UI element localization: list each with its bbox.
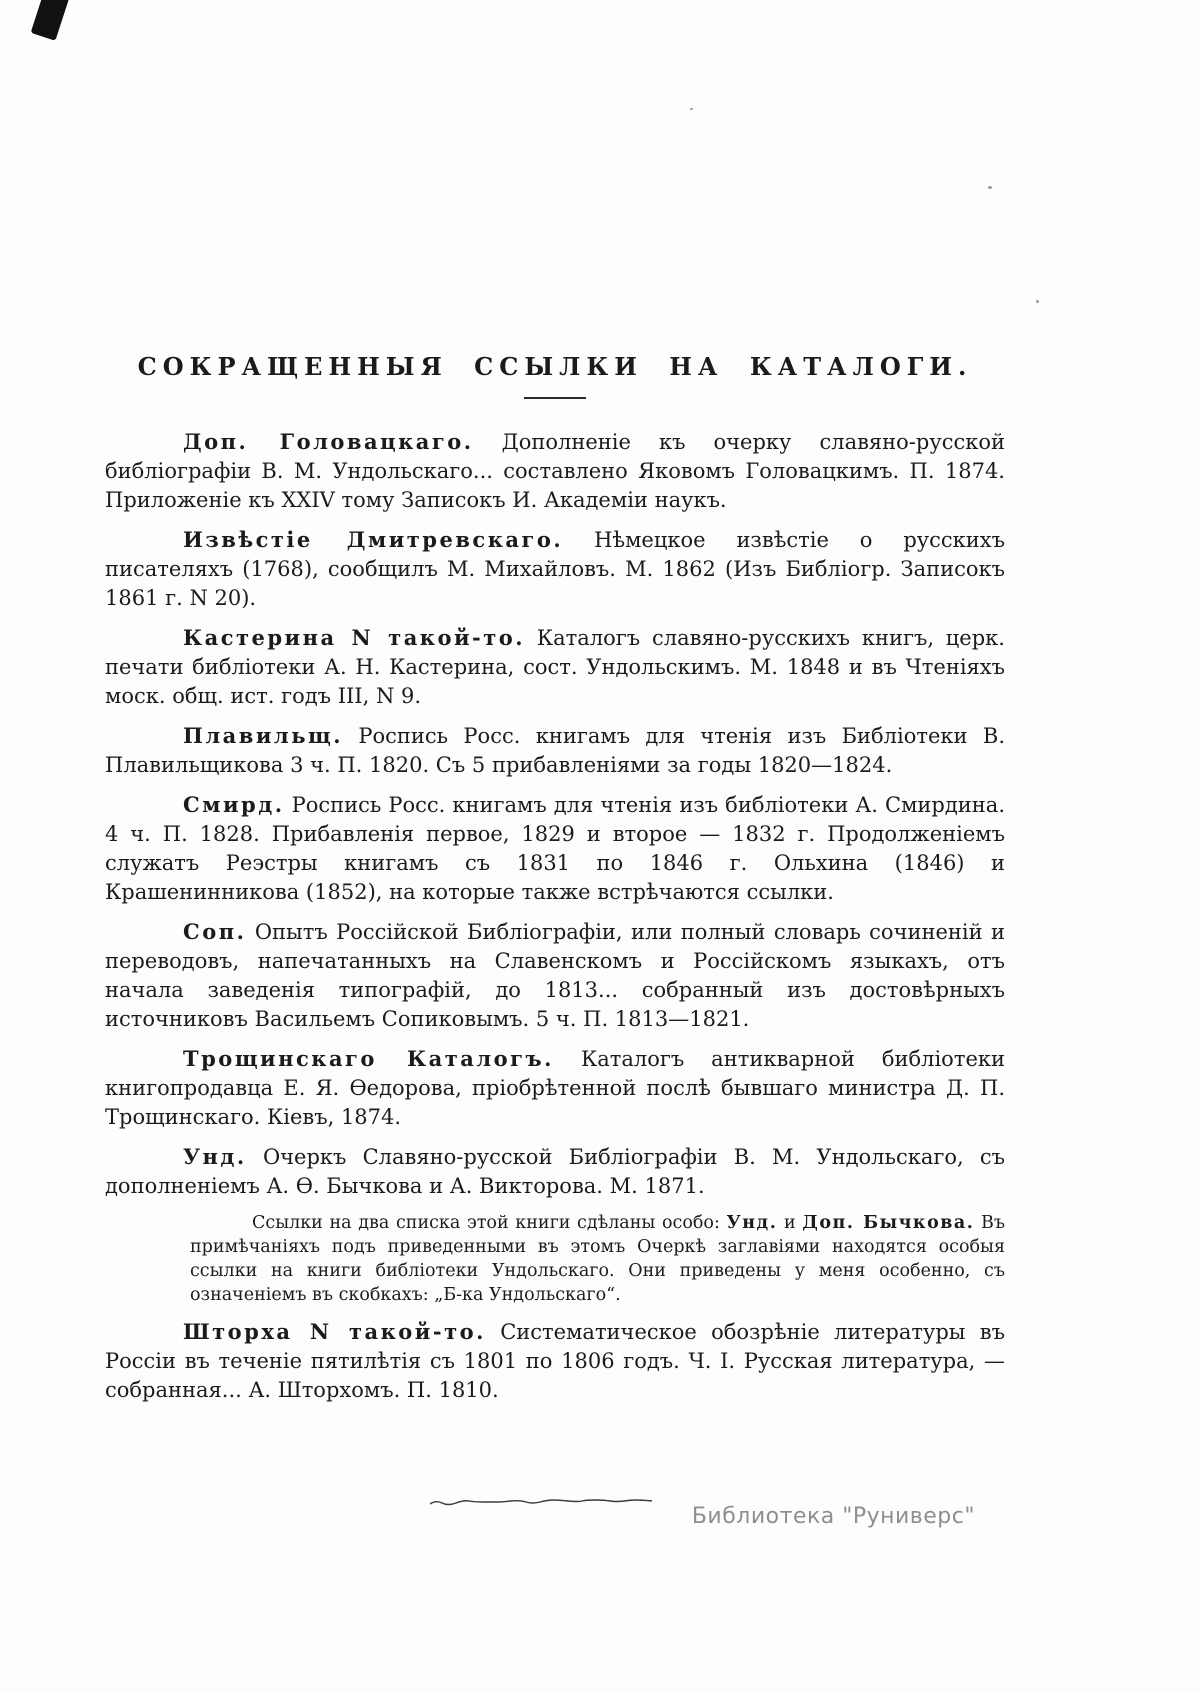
entry-term: Плавильщ. [183,723,344,748]
entry-text: Роспись Росс. книгамъ для чтенія изъ библіотеки А. Смирдина. 4 ч. П. 1828. Прибавленія первое, 1829 и второе — 1832 г. Продолженіемъ служатъ Реэстры книгамъ съ 1831 по 1846 г. Ольхина (1846) и Крашенинникова (1852), на которые также встрѣчаются ссылки. [105,793,1005,904]
entry-paragraph-plavilsch [105,721,1005,780]
entry-paragraph-dop-golovackago [105,427,1005,515]
entry-term: Шторха N такой-то. [183,1319,486,1344]
scan-speck [988,186,992,189]
scan-speck [1036,300,1039,303]
entry-text: Нѣмецкое извѣстіе о русскихъ писателяхъ (1768), сообщилъ М. Михайловъ. М. 1862 (Изъ Библіогр. Записокъ 1861 г. N 20). [105,528,1006,610]
entry-text: Дополненіе къ очерку славяно-русской библіографіи В. М. Ундольскаго... составлено Яковомъ Головацкимъ. П. 1874. Приложеніе къ XXIV тому Записокъ И. Академіи наукъ. [105,430,1005,512]
entry-term: Соп. [183,919,247,944]
text-block [105,352,1005,1512]
entry-text: Каталогъ славяно-русскихъ книгъ, церк. печати библіотеки А. Н. Кастерина, сост. Ундольскимъ. М. 1848 и въ Чтеніяхъ моск. общ. ист. годъ III, N 9. [105,626,1005,708]
separator-squiggle [430,1493,660,1512]
entry-text: Роспись Росс. книгамъ для чтенія изъ Библіотеки В. Плавильщикова 3 ч. П. 1820. Съ 5 прибавленіями за годы 1820—1824. [105,724,1005,777]
entry-term: Кастерина N такой-то. [183,625,526,650]
scan-speck [690,108,693,110]
note-bold-term: Доп. Бычкова. [802,1213,975,1233]
title-rule [524,397,586,399]
page-title: СОКРАЩЕННЫЯ ССЫЛКИ НА КАТАЛОГИ. [137,352,973,381]
watermark-label: Библиотека "Руниверс" [691,1504,975,1529]
entry-paragraph-smird [105,790,1005,907]
entry-paragraph-kasterina [105,623,1005,711]
entry-text: Опытъ Россійской Библіографіи, или полный словарь сочиненій и переводовъ, напечатанныхъ на Славенскомъ и Россійскомъ языкахъ, отъ начала заведенія типографій, до 1813... собранный изъ достовѣрныхъ источниковъ Васильемъ Сопиковымъ. 5 ч. П. 1813—1821. [105,920,1005,1031]
scan-artifact [31,0,72,41]
note-text: Ссылки на два списка этой книги сдѣланы особо: [252,1213,727,1233]
entry-term: Унд. [183,1144,247,1169]
entry-paragraph-und [105,1142,1005,1201]
entry-term: Извѣстіе Дмитревскаго. [183,527,564,552]
entry-paragraph-troschinskago [105,1044,1005,1132]
note-text: и [777,1213,803,1233]
entry-paragraph-shtorkha [105,1317,1005,1405]
entry-text: Очеркъ Славяно-русской Библіографіи В. М. Ундольскаго, съ дополненіемъ А. Ѳ. Бычкова и А. Викторова. М. 1871. [105,1145,1005,1198]
entry-text: Каталогъ антикварной библіотеки книгопродавца Е. Я. Ѳедорова, пріобрѣтенной послѣ бывшаго министра Д. П. Трощинскаго. Кіевъ, 1874. [105,1047,1005,1129]
note-text: Въ примѣчаніяхъ подъ приведенными въ этомъ Очеркѣ заглавіями находятся особыя ссылки на книги библіотеки Ундольскаго. Они приведены у меня особенно, съ означеніемъ въ скобкахъ: „Б-ка Ундольскаго“. [190,1213,1006,1305]
note-bold-term: Унд. [726,1213,778,1233]
entry-term: Смирд. [183,792,285,817]
note-paragraph [190,1211,1005,1307]
entry-paragraph-izvestie-dmitrevskago [105,525,1005,613]
entry-text: Систематическое обозрѣніе литературы въ Россіи въ теченіе пятилѣтія съ 1801 по 1806 годъ. Ч. I. Русская литература, — собранная... А. Шторхомъ. П. 1810. [105,1320,1005,1402]
entry-term: Трощинскаго Каталогъ. [183,1046,554,1071]
entry-paragraph-sop [105,917,1005,1034]
entry-term: Доп. Головацкаго. [183,429,474,454]
